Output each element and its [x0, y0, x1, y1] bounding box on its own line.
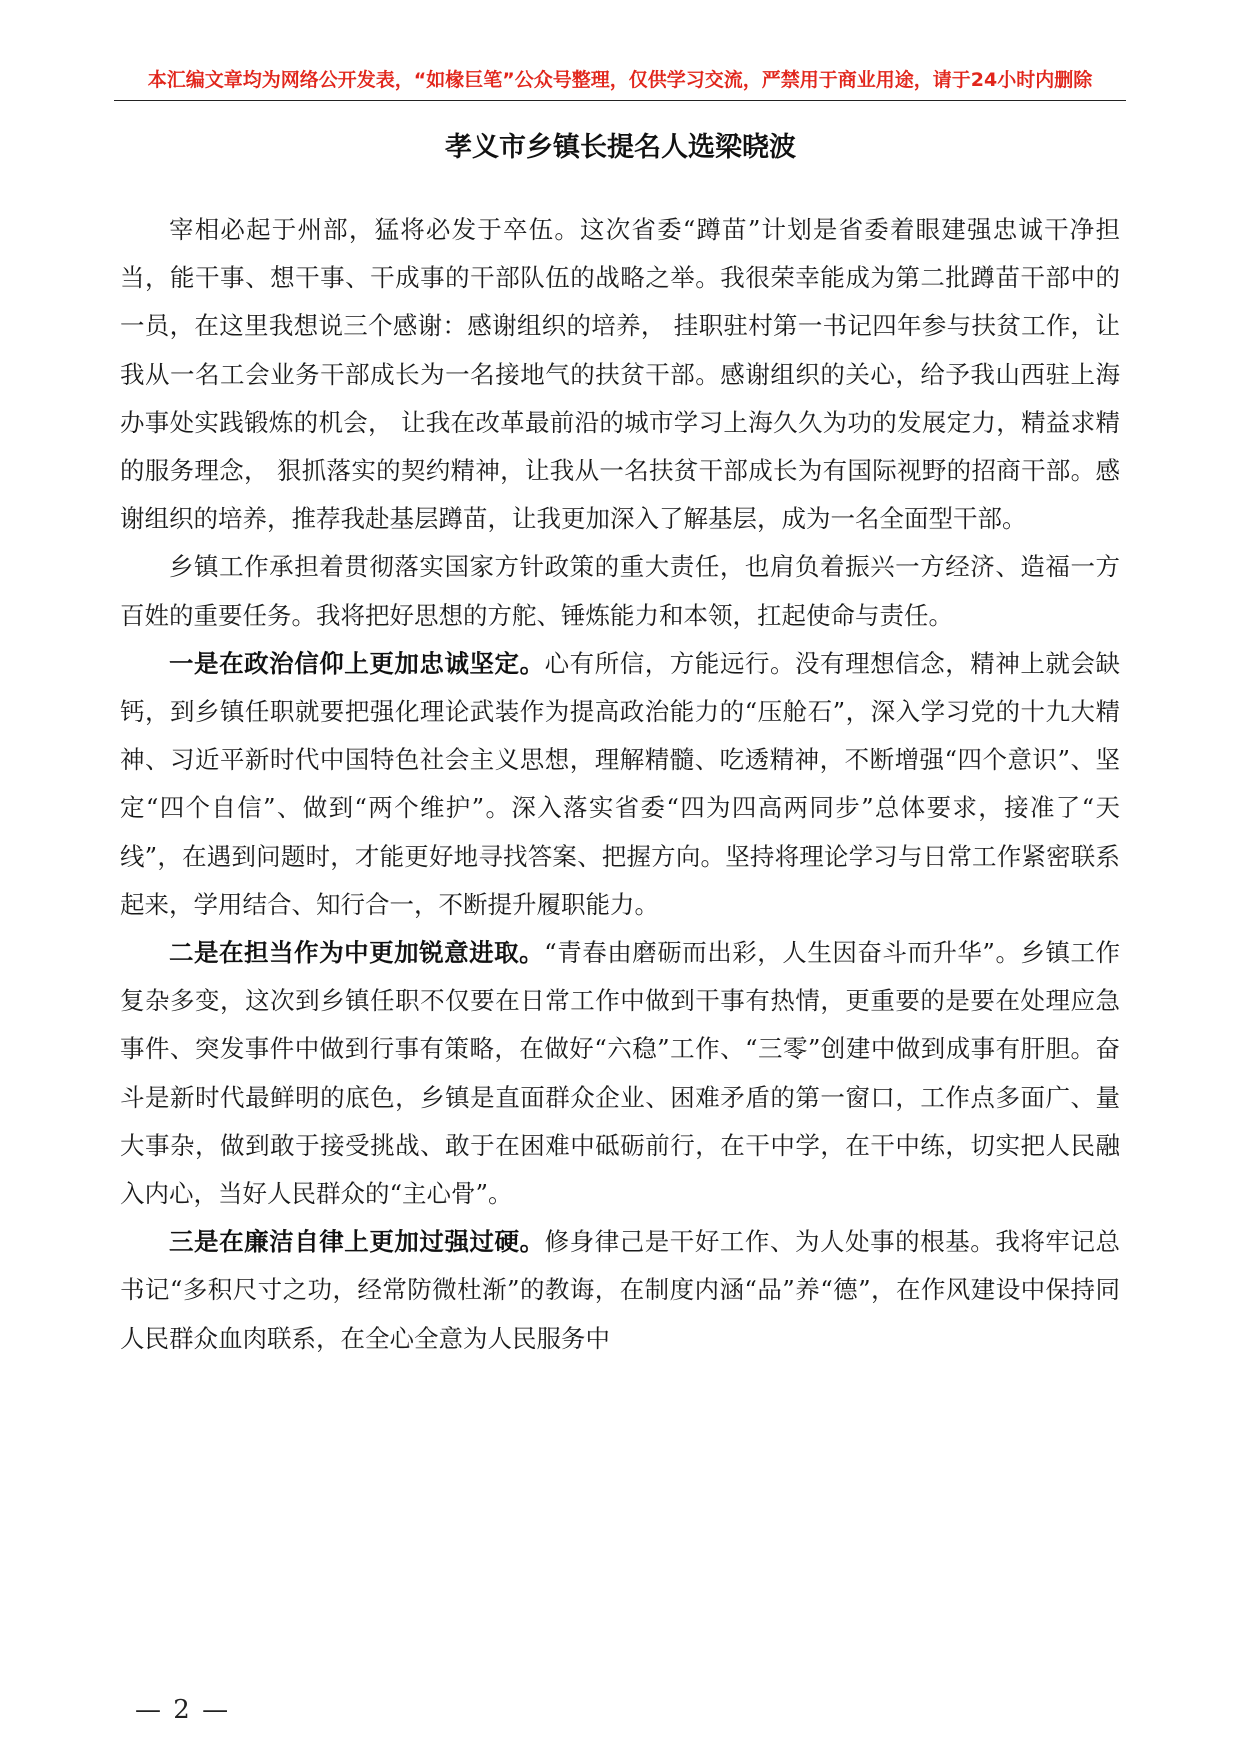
copyright-notice: 本汇编文章均为网络公开发表，“如椽巨笔”公众号整理，仅供学习交流，严禁用于商业用途，请于24小时内删除 [147, 69, 1093, 91]
paragraph-2 [120, 543, 1120, 639]
paragraph-1 [120, 206, 1120, 543]
paragraph-5-lead: 三是在廉洁自律上更加过强过硬。 [169, 1227, 545, 1257]
document-body [120, 206, 1120, 1363]
header-rule [114, 100, 1126, 101]
paragraph-1-text: 宰相必起于州部，猛将必发于卒伍。这次省委“蹲苗”计划是省委着眼建强忠诚干净担当，能干事、想干事、干成事的干部队伍的战略之举。我很荣幸能成为第二批蹲苗干部中的一员，在这里我想说三个感谢：感谢组织的培养， 挂职驻村第一书记四年参与扶贫工作，让我从一名工会业务干部成长为一名接地气的扶贫干部。感谢组织的关心，给予我山西驻上海办事处实践锻炼的机会， 让我在改革最前沿的城市学习上海久久为功的发展定力，精益求精的服务理念， 狠抓落实的契约精神，让我从一名扶贫干部成长为有国际视野的招商干部。感谢组织的培养，推荐我赴基层蹲苗，让我更加深入了解基层，成为一名全面型干部。 [120, 215, 1120, 534]
paragraph-2-text: 乡镇工作承担着贯彻落实国家方针政策的重大责任，也肩负着振兴一方经济、造福一方百姓的重要任务。我将把好思想的方舵、锤炼能力和本领，扛起使命与责任。 [120, 552, 1120, 630]
paragraph-4 [120, 929, 1120, 1218]
paragraph-4-lead: 二是在担当作为中更加锐意进取。 [169, 938, 545, 968]
paragraph-5 [120, 1218, 1120, 1363]
paragraph-3 [120, 640, 1120, 929]
paragraph-3-text: 心有所信，方能远行。没有理想信念，精神上就会缺钙，到乡镇任职就要把强化理论武装作为提高政治能力的“压舱石”，深入学习党的十九大精神、习近平新时代中国特色社会主义思想，理解精髓、吃透精神，不断增强“四个意识”、坚定“四个自信”、做到“两个维护”。深入落实省委“四为四高两同步”总体要求，接准了“天线”，在遇到问题时，才能更好地寻找答案、把握方向。坚持将理论学习与日常工作紧密联系起来，学用结合、知行合一，不断提升履职能力。 [120, 648, 1120, 919]
paragraph-3-lead: 一是在政治信仰上更加忠诚坚定。 [169, 648, 545, 678]
paragraph-5-text: 修身律己是干好工作、为人处事的根基。我将牢记总书记“多积尺寸之功，经常防微杜渐”的教诲，在制度内涵“品”养“德”，在作风建设中保持同人民群众血肉联系，在全心全意为人民服务中 [120, 1227, 1120, 1353]
paragraph-4-text: “青春由磨砺而出彩，人生因奋斗而升华”。乡镇工作复杂多变，这次到乡镇任职不仅要在日常工作中做到干事有热情，更重要的是要在处理应急事件、突发事件中做到行事有策略，在做好“六稳”工作、“三零”创建中做到成事有肝胆。奋斗是新时代最鲜明的底色，乡镇是直面群众企业、困难矛盾的第一窗口，工作点多面广、量大事杂，做到敢于接受挑战、敢于在困难中砥砺前行，在干中学，在干中练，切实把人民融入内心，当好人民群众的“主心骨”。 [120, 938, 1120, 1209]
page-number: — 2 — [135, 1695, 231, 1725]
document-title: 孝义市乡镇长提名人选梁晓波 [445, 132, 796, 163]
